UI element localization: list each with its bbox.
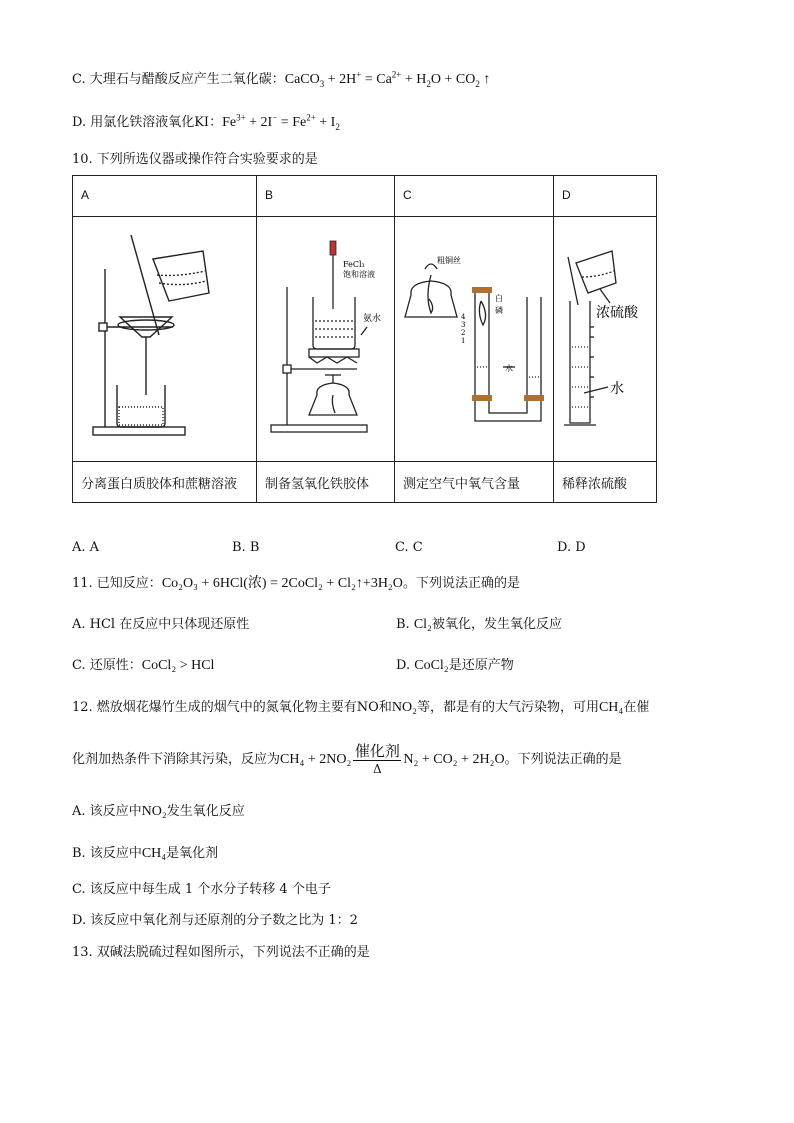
question-12-stem-line2: 化剂加热条件下消除其污染，反应为CH₄ + 2NO₂ $\frac{\text{催化剂}}{\Delta}$ N₂ + CO₂ + 2H₂O。下列说法正确的是	[72, 742, 622, 776]
water-label-c: 水	[505, 364, 513, 373]
q12-option-b[interactable]: B. 该反应中CH₄是氧化剂	[72, 846, 219, 861]
q10-option-a[interactable]: A. A	[72, 540, 100, 555]
q11-option-a[interactable]: A. HCl 在反应中只体现还原性	[72, 617, 250, 632]
copper-wire-label: 粗铜丝	[437, 256, 461, 265]
option-c-equation: CaCO$_3$ + $2H^+ = Ca^{2+} + H_2O + CO_2$ ↑	[284, 69, 491, 89]
dilution-illustration	[554, 217, 656, 457]
caption-c: 测定空气中氧气含量	[395, 462, 554, 503]
caption-b: 制备氢氧化铁胶体	[257, 462, 395, 503]
caption-d: 稀释浓硫酸	[554, 462, 657, 503]
ammonia-label: 氨水	[363, 314, 382, 324]
question-13-stem: 13. 双碱法脱硫过程如图所示，下列说法不正确的是	[72, 945, 370, 960]
white-phosphorus-label-2: 磷	[495, 306, 503, 315]
option-c-line	[72, 70, 490, 90]
q10-option-d[interactable]: D. D	[557, 540, 586, 555]
table-header-d: D	[554, 176, 657, 217]
question-11-stem: 11. 已知反应：Co₂O₃ + 6HCl(浓) = 2CoCl₂ + Cl₂↑+3H₂O。下列说法正确的是	[72, 576, 520, 591]
scale-1: 1	[461, 337, 466, 345]
option-c-prefix: C. 大理石与醋酸反应产生二氧化碳：	[72, 72, 285, 87]
q11-equation: Co₂O₃ + 6HCl(浓) = 2CoCl₂ + Cl₂↑+3H₂O	[161, 576, 403, 591]
figure-d-dilution	[554, 217, 657, 462]
scale-4: 4	[461, 313, 466, 321]
figure-b-colloid	[257, 217, 395, 462]
colloid-apparatus-illustration	[257, 217, 394, 457]
question-10-options	[72, 540, 632, 560]
q11-option-b[interactable]: B. Cl₂被氧化，发生氧化反应	[396, 617, 562, 632]
option-d-prefix: D. 用氯化铁溶液氧化KI：	[72, 115, 223, 130]
oxygen-measurement-illustration	[395, 217, 553, 457]
q10-option-b[interactable]: B. B	[232, 540, 260, 555]
question-12-stem-line1: 12. 燃放烟花爆竹生成的烟气中的氮氧化物主要有NO和NO₂等，都是有的大气污染物，可用CH₄在催	[72, 700, 650, 715]
water-label-d: 水	[610, 381, 624, 397]
caption-a: 分离蛋白质胶体和蔗糖溶液	[73, 462, 257, 503]
q12-option-c[interactable]: C. 该反应中每生成 1 个水分子转移 4 个电子	[72, 882, 331, 897]
q11-option-c[interactable]: C. 还原性：CoCl₂ > HCl	[72, 658, 215, 673]
white-phosphorus-label-1: 白	[495, 294, 503, 303]
q12-option-a[interactable]: A. 该反应中NO₂发生氧化反应	[72, 804, 245, 819]
filtration-apparatus-illustration	[73, 217, 256, 457]
experiment-table	[72, 175, 657, 503]
q11-option-d[interactable]: D. CoCl₂是还原产物	[396, 658, 514, 673]
question-10-stem: 10. 下列所选仪器或操作符合实验要求的是	[72, 152, 318, 167]
table-header-a: A	[73, 176, 257, 217]
figure-a-filtration	[73, 217, 257, 462]
scale-3: 3	[461, 321, 466, 329]
table-header-b: B	[257, 176, 395, 217]
option-d-line	[72, 113, 340, 133]
q10-option-c[interactable]: C. C	[395, 540, 423, 555]
figure-c-oxygen	[395, 217, 554, 462]
q12-option-d[interactable]: D. 该反应中氧化剂与还原剂的分子数之比为 1：2	[72, 913, 358, 928]
option-d-equation: $Fe^{3+} + 2I^- = Fe^{2+} + I_2$	[222, 112, 340, 132]
catalyst-arrow: $\frac{\text{催化剂}}{\Delta}$	[354, 742, 400, 776]
q12-eq-right: N₂ + CO₂ + 2H₂O	[403, 752, 505, 767]
fecl3-label: FeCl₃	[343, 260, 365, 269]
scale-2: 2	[461, 329, 466, 337]
table-header-c: C	[395, 176, 554, 217]
saturated-solution-label: 饱和溶液	[343, 270, 375, 279]
concentrated-acid-label: 浓硫酸	[596, 305, 638, 321]
q12-eq-left: CH₄ + 2NO₂	[280, 752, 352, 767]
